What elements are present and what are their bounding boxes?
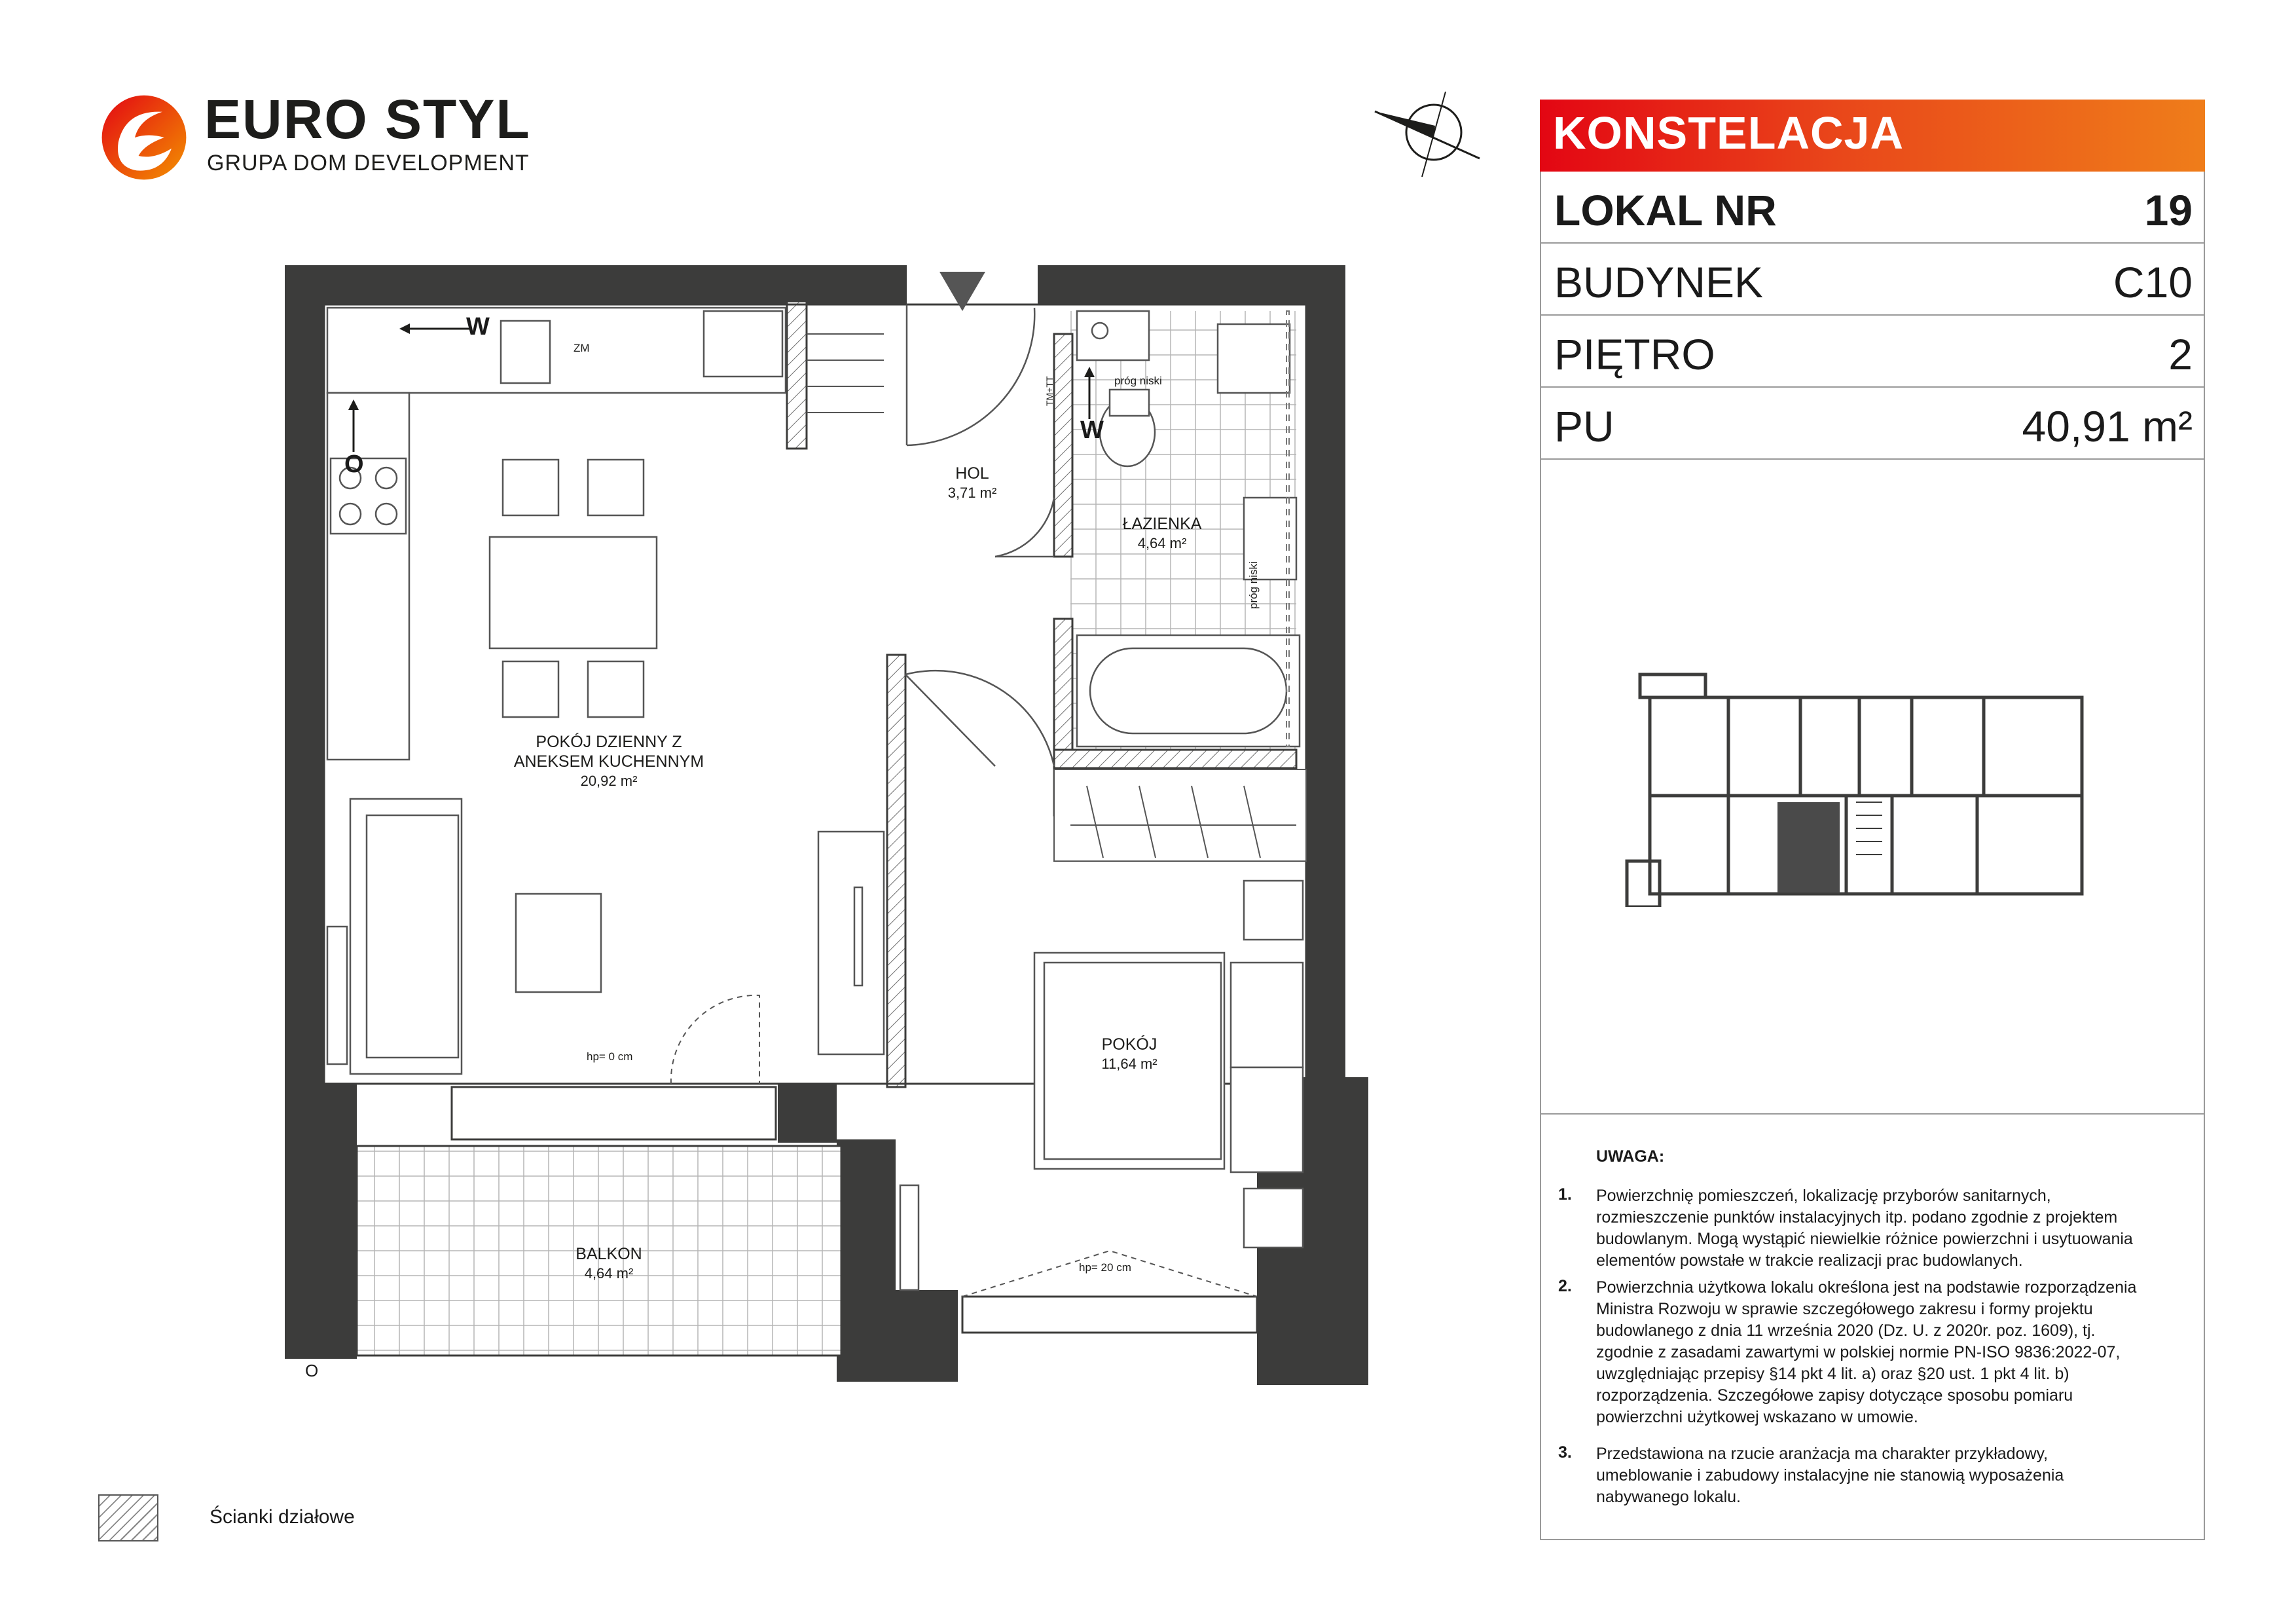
- row-pu-label: PU: [1554, 402, 1614, 451]
- row-lokal-label: LOKAL NR: [1554, 186, 1777, 234]
- room-label: [1070, 1035, 1188, 1074]
- note-2-line: zgodnie z zasadami zawartymi w polskiej normie PN-ISO 9836:2022-07,: [1596, 1343, 2121, 1361]
- note-3-text: [1596, 1443, 2172, 1508]
- row-pietro-label: PIĘTRO: [1554, 330, 1715, 378]
- arrow-up-bath-icon: [1083, 367, 1096, 419]
- hp-balcony-label: hp= 0 cm: [587, 1050, 633, 1063]
- legend-hatch-swatch: [98, 1494, 158, 1541]
- legend-label: Ścianki działowe: [210, 1506, 355, 1528]
- hp-room-label: hp= 20 cm: [1079, 1261, 1131, 1274]
- hall-label: [917, 464, 1028, 503]
- note-2-line: uwzględniając przepisy §14 pkt 4 lit. a) oraz §20 ust. 1 pkt 4 lit. b): [1596, 1365, 2069, 1383]
- brand-name: EURO STYL: [204, 88, 531, 150]
- building-key-plan: [1624, 671, 2102, 907]
- note-1-line: elementów powstałe w trakcie realizacji prac budowlanych.: [1596, 1251, 2023, 1270]
- floor-plan: [275, 255, 1388, 1395]
- row-pietro-value: 2: [2168, 330, 2193, 378]
- note-3-number: 3.: [1558, 1443, 1572, 1462]
- notes-title: UWAGA:: [1596, 1147, 1665, 1166]
- brand-subtitle: GRUPA DOM DEVELOPMENT: [207, 151, 530, 175]
- room-name: POKÓJ: [1101, 1035, 1157, 1054]
- bathroom-name: ŁAZIENKA: [1122, 515, 1202, 533]
- row-lokal-value: 19: [2144, 186, 2193, 234]
- panel-divider: [1540, 1113, 2205, 1115]
- w-label-kitchen: W: [466, 313, 490, 341]
- note-1-line: rozmieszczenie punktów instalacyjnych itp. podano zgodnie z projektem: [1596, 1208, 2118, 1227]
- w-label-bath: W: [1080, 416, 1104, 444]
- project-title: KONSTELACJA: [1553, 107, 1904, 158]
- note-3-line: nabywanego lokalu.: [1596, 1488, 1741, 1506]
- arrow-up-icon: [347, 399, 360, 452]
- eurostyl-logo-icon: [98, 92, 190, 183]
- balcony-area: 4,64 m²: [584, 1265, 634, 1282]
- bathroom-label: [1097, 514, 1228, 553]
- ground-o-label: O: [305, 1361, 319, 1380]
- living-area: 20,92 m²: [580, 773, 638, 789]
- o-label-kitchen: O: [344, 451, 364, 478]
- note-2-line: powierzchni użytkowej wskazano w umowie.: [1596, 1408, 1918, 1426]
- hall-name: HOL: [955, 464, 989, 483]
- note-3-line: umeblowanie i zabudowy instalacyjne nie stanowią wyposażenia: [1596, 1466, 2064, 1485]
- row-budynek-label: BUDYNEK: [1554, 258, 1764, 306]
- living-label: [498, 732, 720, 791]
- balcony-label: [550, 1244, 668, 1283]
- note-2-number: 2.: [1558, 1277, 1572, 1295]
- threshold-label-side: próg niski: [1247, 561, 1260, 609]
- note-2-line: rozporządzenia. Szczegółowe zapisy dotyczące sposobu pomiaru: [1596, 1386, 2073, 1405]
- tm-tt-label: TM+TT: [1044, 376, 1055, 406]
- balcony-name: BALKON: [575, 1245, 642, 1263]
- arrow-left-icon: [399, 322, 471, 335]
- row-budynek-value: C10: [2113, 258, 2193, 306]
- compass-icon: [1362, 85, 1486, 183]
- row-pu-value: 40,91 m²: [2022, 402, 2193, 451]
- note-1-text: [1596, 1185, 2172, 1272]
- bathroom-area: 4,64 m²: [1137, 535, 1187, 551]
- room-area: 11,64 m²: [1101, 1056, 1157, 1072]
- note-2-text: [1596, 1277, 2172, 1428]
- note-1-line: budowlanym. Mogą wystąpić niewielkie różnice powierzchni i usytuowania: [1596, 1230, 2133, 1248]
- threshold-label-top: próg niski: [1114, 375, 1162, 387]
- note-1-line: Powierzchnię pomieszczeń, lokalizację przyborów sanitarnych,: [1596, 1187, 2051, 1205]
- note-1-number: 1.: [1558, 1185, 1572, 1204]
- note-3-line: Przedstawiona na rzucie aranżacja ma charakter przykładowy,: [1596, 1445, 2049, 1463]
- living-name-line2: ANEKSEM KUCHENNYM: [513, 752, 704, 771]
- hall-area: 3,71 m²: [947, 485, 997, 501]
- note-2-line: budowlanego z dnia 11 września 2020 (Dz. U. z 2020r. poz. 1609), tj.: [1596, 1321, 2096, 1340]
- living-name-line1: POKÓJ DZIENNY Z: [536, 733, 682, 751]
- note-2-line: Ministra Rozwoju w sprawie szczegółowego zakresu i formy projektu: [1596, 1300, 2093, 1318]
- note-2-line: Powierzchnia użytkowa lokalu określona jest na podstawie rozporządzenia: [1596, 1278, 2137, 1297]
- zm-label: ZM: [574, 342, 590, 354]
